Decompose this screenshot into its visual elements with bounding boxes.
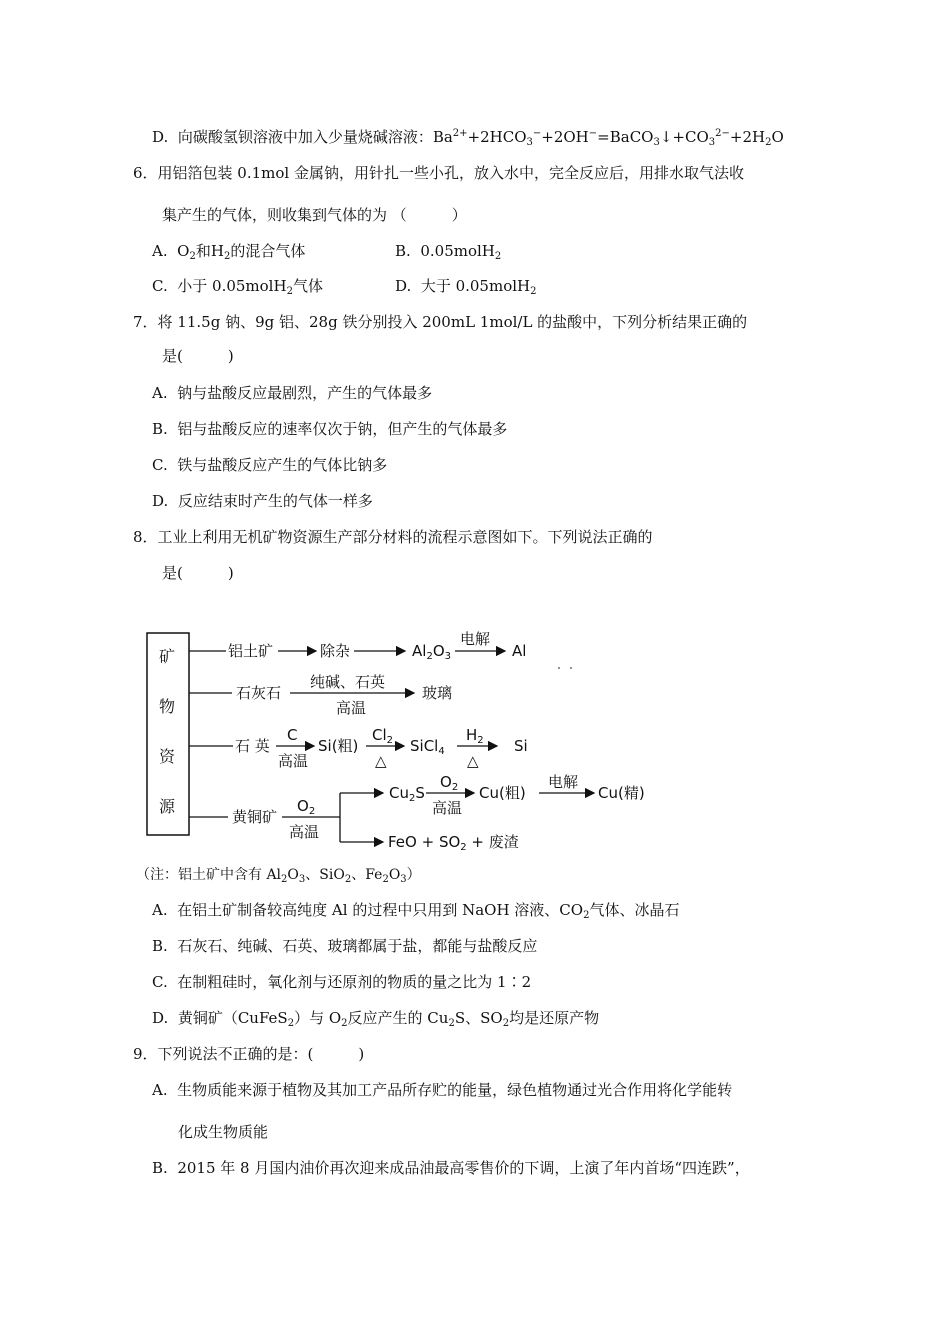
- node-crude-cu: Cu(粗): [479, 784, 526, 802]
- q6-stem-line2: 集产生的气体，则收集到气体的为 （ ）: [162, 206, 467, 224]
- cond-heat-2: △: [467, 752, 479, 770]
- cond-o2-1: $O_2$: [297, 797, 316, 817]
- box-char-3: 资: [158, 747, 175, 766]
- cond-o2-2: $O_2$: [440, 773, 459, 793]
- q5-option-d: D. 向碳酸氢钡溶液中加入少量烧碱溶液：$Ba^{2+}+2HCO_3^-+2OH^-=BaCO_3↓+CO_3^{2-}+2H_2O$: [152, 128, 784, 148]
- node-al: Al: [512, 642, 527, 660]
- q7-option-b: B. 铝与盐酸反应的速率仅次于钠，但产生的气体最多: [152, 420, 508, 438]
- q6-option-d: D. 大于 0.05molH$_2$: [395, 277, 537, 297]
- q7-option-c: C. 铁与盐酸反应产生的气体比钠多: [152, 456, 388, 474]
- q6-option-a: A. $O_2$和$H_2$的混合气体: [152, 242, 306, 262]
- cond-electrolysis-2: 电解: [548, 773, 579, 791]
- q6-option-c: C. 小于 0.05molH$_2$气体: [152, 277, 323, 297]
- q8-option-b: B. 石灰石、纯碱、石英、玻璃都属于盐，都能与盐酸反应: [152, 937, 538, 955]
- cond-high-temp-1: 高温: [336, 699, 367, 717]
- box-char-2: 物: [158, 697, 175, 716]
- q7-option-d: D. 反应结束时产生的气体一样多: [152, 492, 373, 510]
- q8-stem-line2: 是( ): [162, 564, 234, 582]
- q9-option-b-line1: B. 2015 年 8 月国内油价再次迎来成品油最高零售价的下调，上演了年内首场“四连跌”，: [152, 1159, 750, 1177]
- node-feo-so2-slag: FeO + $SO_2$ + 废渣: [388, 833, 519, 853]
- node-bauxite: 铝土矿: [228, 642, 274, 660]
- node-alumina: $Al_2O_3$: [412, 642, 451, 662]
- cond-high-temp-3: 高温: [289, 823, 320, 841]
- q6-option-b: B. 0.05molH$_2$: [395, 242, 502, 262]
- cond-carbon: C: [287, 726, 298, 744]
- q8-stem-line1: 8．工业上利用无机矿物资源生产部分材料的流程示意图如下。下列说法正确的: [133, 528, 653, 546]
- cond-soda-quartz: 纯碱、石英: [310, 673, 386, 691]
- box-char-4: 源: [158, 797, 175, 816]
- q9-option-a-line1: A. 生物质能来源于植物及其加工产品所存贮的能量，绿色植物通过光合作用将化学能转: [152, 1081, 733, 1099]
- cond-h2: $H_2$: [466, 726, 484, 746]
- node-impurity-removal: 除杂: [320, 642, 351, 660]
- node-refined-cu: Cu(精): [598, 784, 645, 802]
- node-quartz: 石 英: [235, 737, 270, 755]
- q7-option-a: A. 钠与盐酸反应最剧烈，产生的气体最多: [152, 384, 433, 402]
- q7-stem-line1: 7．将 11.5g 钠、9g 铝、28g 铁分别投入 200mL 1mol/L 的盐酸中，下列分析结果正确的: [133, 313, 748, 331]
- cond-cl2: $Cl_2$: [372, 726, 394, 746]
- box-char-1: 矿: [158, 647, 175, 666]
- q8-option-c: C. 在制粗硅时，氧化剂与还原剂的物质的量之比为 1∶2: [152, 973, 532, 991]
- cond-high-temp-4: 高温: [432, 799, 463, 817]
- cond-high-temp-2: 高温: [278, 752, 309, 770]
- q9-stem: 9．下列说法不正确的是：( ): [133, 1045, 365, 1063]
- q7-stem-line2: 是( ): [162, 347, 234, 365]
- node-limestone: 石灰石: [236, 684, 282, 702]
- node-cu2s: $Cu_2S$: [389, 784, 425, 804]
- q6-stem-line1: 6．用铝箔包装 0.1mol 金属钠，用针扎一些小孔，放入水中，完全反应后，用排水取气法收: [133, 164, 744, 182]
- q8-option-a: A. 在铝土矿制备较高纯度 Al 的过程中只用到 NaOH 溶液、$CO_2$气体、冰晶石: [152, 901, 680, 921]
- cond-electrolysis-1: 电解: [460, 630, 491, 648]
- cond-heat-1: △: [375, 752, 387, 770]
- q9-option-a-line2: 化成生物质能: [178, 1123, 269, 1141]
- node-sicl4: SiCl$_4$: [410, 737, 445, 757]
- node-crude-si: Si(粗): [318, 737, 359, 755]
- node-si: Si: [514, 737, 528, 755]
- q8-option-d: D. 黄铜矿（CuFeS$_2$）与 $O_2$反应产生的 $Cu_2S$、$SO_2$均是还原产物: [152, 1009, 600, 1029]
- q8-note: （注：铝土矿中含有 $Al_2O_3$、SiO$_2$、$Fe_2O_3$）: [136, 867, 421, 885]
- node-chalcopyrite: 黄铜矿: [232, 808, 278, 826]
- node-glass: 玻璃: [422, 684, 453, 702]
